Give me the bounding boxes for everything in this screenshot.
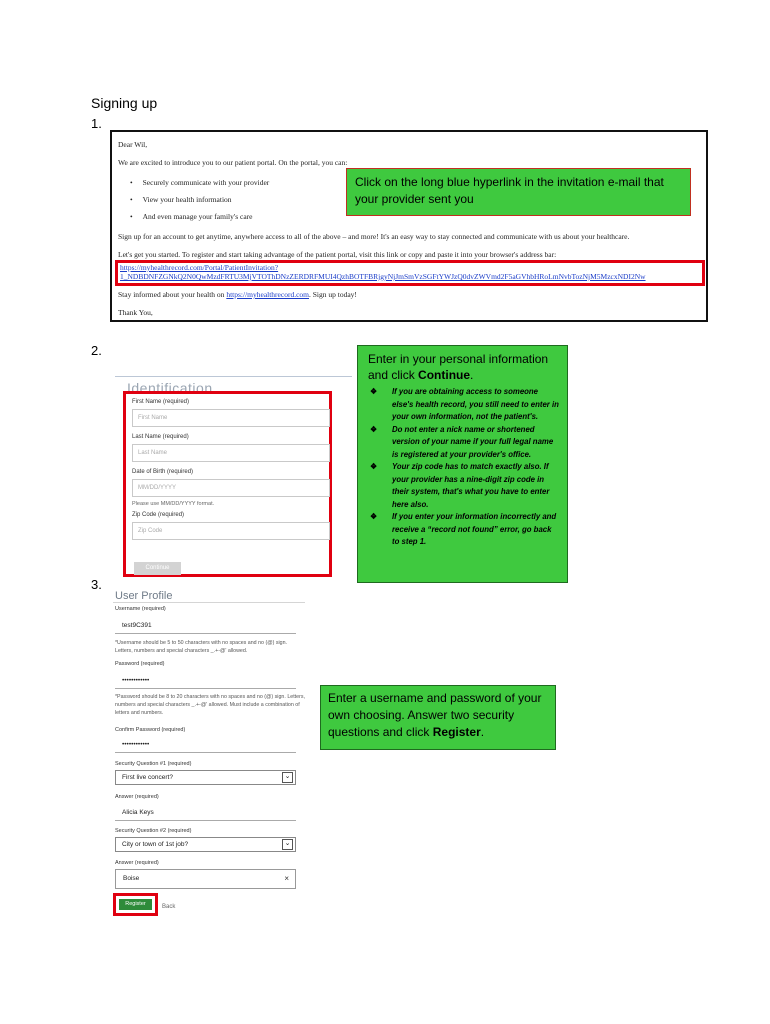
email-intro: We are excited to introduce you to our patient portal. On the portal, you can: <box>118 158 348 167</box>
chevron-down-icon[interactable]: ⌄ <box>282 772 293 783</box>
step-number-1: 1. <box>91 116 102 131</box>
password-input[interactable]: •••••••••••• <box>115 672 296 689</box>
email-get-started-text: Let's get you started. To register and start taking advantage of the patient portal, visit this link or copy and paste it into your browser's address bar: <box>118 250 557 259</box>
confirm-password-label: Confirm Password (required) <box>115 727 186 733</box>
identification-title: Identification <box>127 380 213 396</box>
username-input[interactable]: test9C391 <box>115 617 296 634</box>
first-name-label: First Name (required) <box>132 399 190 405</box>
callout-bullet-text: Do not enter a nick name or shortened version of your name if your full legal name is registered at your provider's office. <box>392 424 554 459</box>
callout-bullet <box>368 424 559 462</box>
invitation-link-line2[interactable]: 1_NDBDNFZGNkQ2N0QwMzdFRTU3MjVTOThDNzZERDRFMUI4QzhBOTFBRjgyNjJmSmVzSGFtYWJzQ0dvZWVmd2F5aGVhbHRoLmNvbTozNjM5MzcxNDI2Nw <box>120 272 646 281</box>
security-question-1-select[interactable] <box>115 770 296 785</box>
email-greeting: Dear Wil, <box>118 140 148 149</box>
confirm-password-input[interactable]: •••••••••••• <box>115 736 296 753</box>
callout-step-3 <box>320 685 556 750</box>
diamond-bullet-icon: ❖ <box>370 462 378 471</box>
answer-2-value: Boise <box>123 875 140 882</box>
callout-bullet-text: If you are obtaining access to someone else's health record, you still need to enter in your own information, not the patient's. <box>392 387 559 421</box>
continue-button[interactable]: Continue <box>134 562 181 575</box>
username-note: *Username should be 5 to 50 characters with no spaces and no (@) sign. Letters, numbers and special characters _.+-@' allowed. <box>115 640 288 654</box>
callout-step-2-list <box>368 386 559 549</box>
intro-bold: Continue <box>418 368 471 382</box>
step-number-2: 2. <box>91 343 102 358</box>
callout-bullet <box>368 511 559 549</box>
email-bullet: • View your health information <box>130 195 269 204</box>
dob-input[interactable]: MM/DD/YYYY <box>132 479 330 497</box>
chevron-down-icon[interactable]: ⌄ <box>282 839 293 850</box>
security-question-2-value: City or town of 1st job? <box>122 841 189 848</box>
profile-divider <box>113 602 305 603</box>
callout-step-2-intro <box>368 351 559 383</box>
diamond-bullet-icon: ❖ <box>370 387 378 396</box>
intro-suffix: . <box>470 368 474 382</box>
portal-link[interactable]: https://myhealthrecord.com <box>226 290 309 299</box>
callout-bullet-text: If you enter your information incorrectly and receive a “record not found” error, go back to step 1. <box>392 512 557 546</box>
callout-3-suffix: . <box>480 725 485 739</box>
security-question-2-select[interactable] <box>115 837 296 852</box>
callout-3-bold: Register <box>432 725 481 739</box>
email-signup-text: Sign up for an account to get anytime, anywhere access to all of the above – and more! It's an easy way to stay connected and communicate with us about your healthcare. <box>118 232 630 241</box>
invitation-email <box>110 130 708 322</box>
answer-2-label: Answer (required) <box>115 860 159 866</box>
callout-bullet <box>368 386 559 424</box>
last-name-label: Last Name (required) <box>132 434 189 440</box>
security-question-1-value: First live concert? <box>122 774 173 781</box>
diamond-bullet-icon: ❖ <box>370 424 378 434</box>
password-label: Password (required) <box>115 661 165 667</box>
callout-bullet-text: Your zip code has to match exactly also. If your provider has a nine-digit zip code in their system, that's what you have to enter here also. <box>392 462 550 509</box>
user-profile-title: User Profile <box>115 590 173 602</box>
back-link[interactable]: Back <box>162 904 176 910</box>
security-question-2-label: Security Question #2 (required) <box>115 828 192 834</box>
register-button[interactable]: Register <box>119 899 152 910</box>
dob-hint: Please use MM/DD/YYYY format. <box>132 501 215 507</box>
callout-bullet <box>368 461 559 511</box>
email-bullet: • And even manage your family's care <box>130 212 269 221</box>
invitation-link-line1[interactable]: https://myhealthrecord.com/Portal/PatientInvitation? <box>120 263 279 272</box>
answer-2-input[interactable] <box>115 869 296 889</box>
callout-3-prefix: Enter a username and password of your own choosing. Answer two security questions and click <box>328 691 542 739</box>
diamond-bullet-icon: ❖ <box>370 512 378 521</box>
invitation-link-highlight <box>115 260 705 286</box>
dob-label: Date of Birth (required) <box>132 469 194 475</box>
zip-input[interactable]: Zip Code <box>132 522 330 540</box>
step-number-3: 3. <box>91 577 102 592</box>
callout-step-1: Click on the long blue hyperlink in the invitation e-mail that your provider sent you <box>346 168 691 216</box>
email-thanks: Thank You, <box>118 308 153 317</box>
stay-informed-prefix: Stay informed about your health on <box>118 290 227 299</box>
register-button-highlight <box>113 893 158 916</box>
password-note: *Password should be 8 to 20 characters with no spaces and no (@) sign. Letters, numbers and special characters _.+-@' allowed. Must include a combination of letters and numbers. <box>115 694 305 716</box>
callout-step-2 <box>357 345 568 583</box>
clear-icon[interactable]: × <box>284 874 289 883</box>
email-bullet-list <box>130 178 269 229</box>
zip-label: Zip Code (required) <box>132 512 185 518</box>
form-divider <box>115 376 352 377</box>
answer-1-input[interactable]: Alicia Keys <box>115 804 296 821</box>
first-name-input[interactable]: First Name <box>132 409 330 427</box>
stay-informed-suffix: . Sign up today! <box>309 290 357 299</box>
username-label: Username (required) <box>115 606 166 612</box>
email-stay-informed <box>118 290 357 299</box>
email-bullet: • Securely communicate with your provider <box>130 178 269 187</box>
answer-1-label: Answer (required) <box>115 794 159 800</box>
identification-form-highlight <box>123 391 332 577</box>
security-question-1-label: Security Question #1 (required) <box>115 761 192 767</box>
page-heading: Signing up <box>91 95 158 111</box>
intro-prefix: Enter in your personal information and click <box>368 352 549 382</box>
last-name-input[interactable]: Last Name <box>132 444 330 462</box>
